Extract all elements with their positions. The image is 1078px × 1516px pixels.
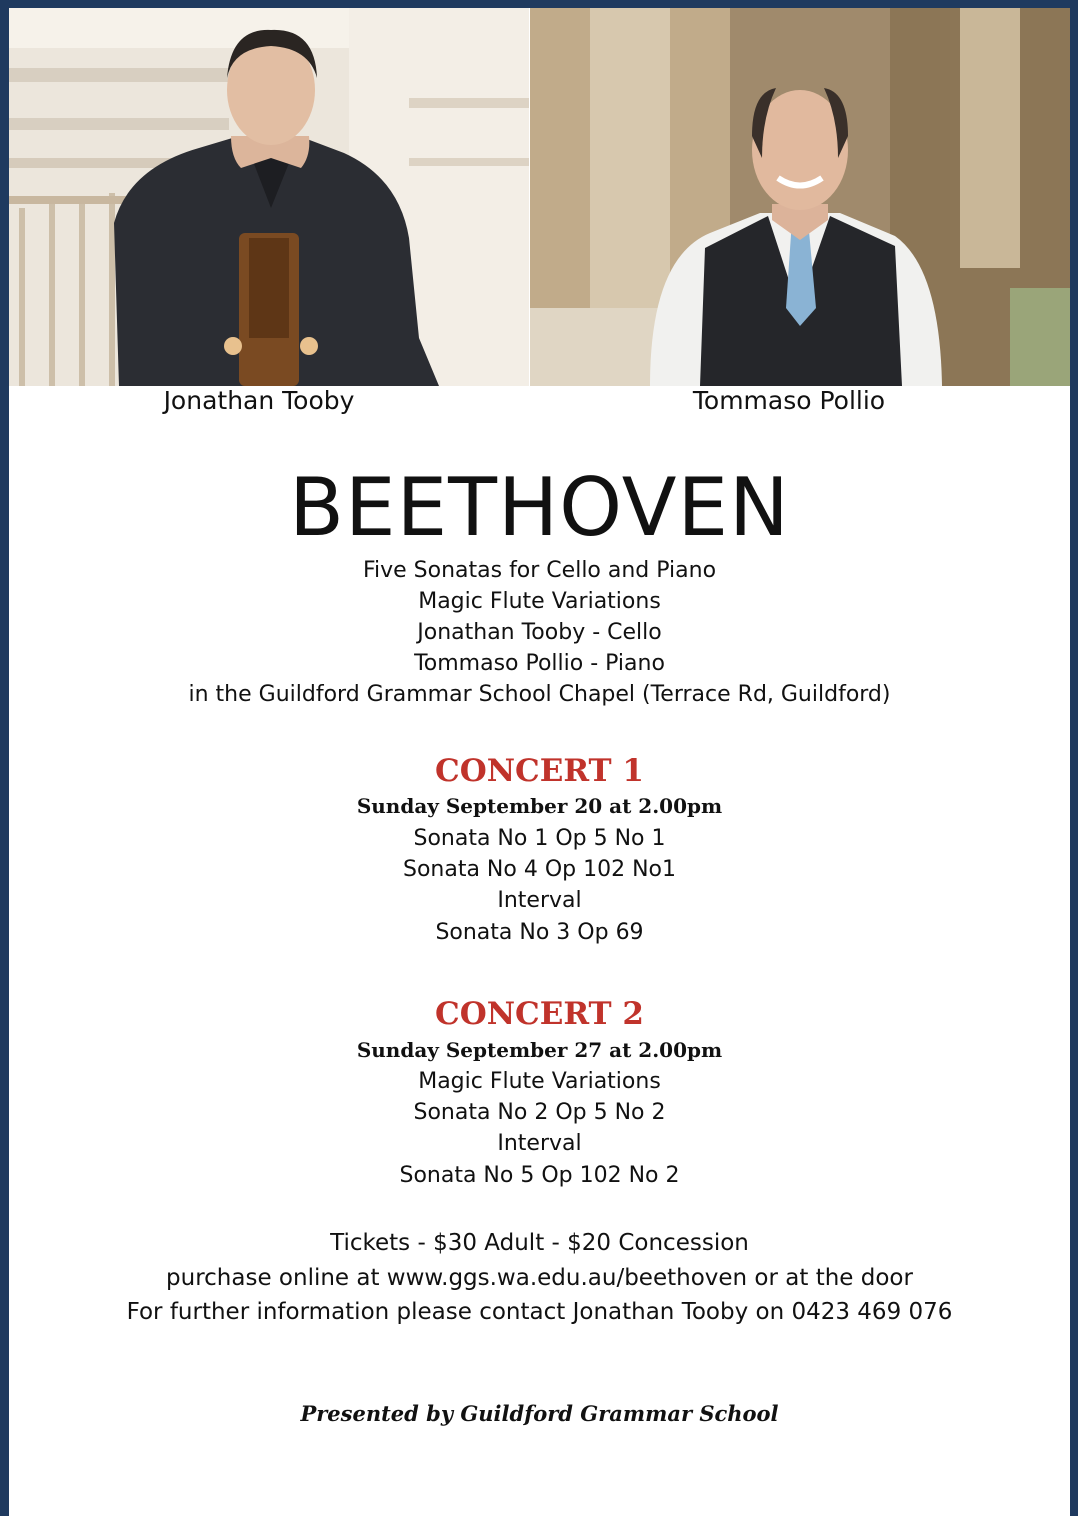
caption-tommaso-pollio: Tommaso Pollio [692,386,886,415]
presented-by: Presented by Guildford Grammar School [300,1401,779,1426]
concert-2-heading: CONCERT 2 [435,996,644,1032]
intro-line-piano: Tommaso Pollio - Piano [414,651,665,676]
concert-1-interval: Interval [497,888,582,913]
contact-info: For further information please contact Jonathan Tooby on 0423 469 076 [126,1299,953,1325]
concert-1-program-item: Sonata No 1 Op 5 No 1 [413,826,666,851]
concert-1-heading: CONCERT 1 [435,753,644,789]
concert-1-program-item: Sonata No 3 Op 69 [435,920,644,945]
concert-2-program-item: Sonata No 2 Op 5 No 2 [413,1100,666,1125]
photo-jonathan-tooby [9,8,529,386]
concert-1-date: Sunday September 20 at 2.00pm [356,794,723,818]
intro-line-venue: in the Guildford Grammar School Chapel (Terrace Rd, Guildford) [188,682,891,707]
intro-line-sonatas: Five Sonatas for Cello and Piano [362,558,717,583]
concert-2-interval: Interval [497,1131,582,1156]
photo-tommaso-pollio [530,8,1070,386]
concert-flyer [9,8,1070,1516]
concert-2-program-item: Sonata No 5 Op 102 No 2 [399,1163,680,1188]
intro-line-variations: Magic Flute Variations [418,589,661,614]
page-title: BEETHOVEN [289,461,790,554]
ticket-prices: Tickets - $30 Adult - $20 Concession [330,1230,749,1256]
ticket-purchase-info: purchase online at www.ggs.wa.edu.au/beethoven or at the door [166,1265,913,1291]
concert-2-date: Sunday September 27 at 2.00pm [356,1038,723,1062]
concert-2-program-item: Magic Flute Variations [418,1069,661,1094]
caption-jonathan-tooby: Jonathan Tooby [163,386,355,415]
intro-line-cello: Jonathan Tooby - Cello [417,620,662,645]
concert-1-program-item: Sonata No 4 Op 102 No1 [402,857,677,882]
